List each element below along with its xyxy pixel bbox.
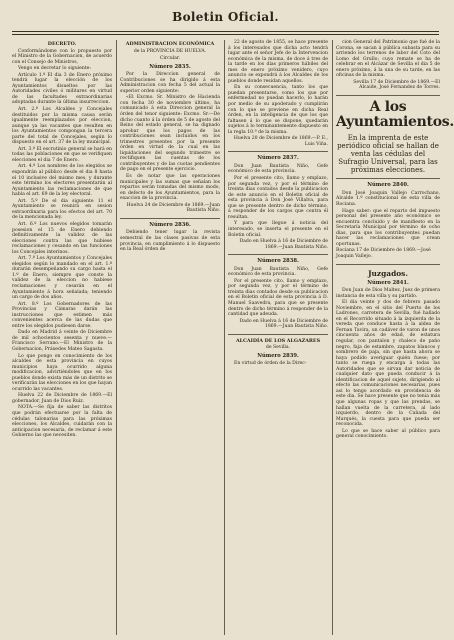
paragraph: Debiendo tener lugar la revista semestral de las clases pasivas de esta provincia, en cumplimiento á lo dispuesto en la Real órden de xyxy=(120,230,220,253)
paragraph: cion General del Patrimonio que fué de la Corona, se sacan á pública subasta para su arriendo los terrenos de labor del Coto del Lomo del Grullo; cuyo remate se ha de celebrar en el Alcázar de Sevilla el dia 5 de enero próximo, á la una de su tarde, en las oficinas de la misma. xyxy=(336,40,440,79)
announcement-heading: A los Ayuntamientos. xyxy=(336,98,454,130)
notice-number: Número 2837. xyxy=(257,155,299,162)
masthead-rule-thin xyxy=(12,34,439,35)
juzgados-heading: Juzgados. xyxy=(368,268,408,278)
paragraph: Es de notar que las operaciones municipales y las sumas que señalan los repartos serán tomadas del mismo modo, en defecto de los Ayuntamientos, para la exaccion de la provincia. xyxy=(120,174,220,202)
paragraph: El dia veinte y dos de febrero pasado Noviembre, en el sitio del Puerto de los Ladrones, carretera de Sevilla, fué hallado en el Recorrido situado á la izquierda de la vereda que conduce hasta á la aldea de Fernan Tavira, un cadáver de varon de unos cincuenta años de edad, de estatura regular, con pantalon y chaleco de paño negro, faja de estambre, zapatos blancos y sombrero de paja, sin que hasta ahora se haya podido averiguar quién fuese; por tanto se ruega y encarga á todas las Autoridades que se sirvan dar noticia de cualquier dato que pueda conducir á la identificacion de aquel sujeto, dirigiendo al efecto las comunicaciones necesarias, pues asi lo tengo acordado en providencia de este dia. Se hace presente que no tenía más que algunas ropas y que las prendas, se hallan vuelta de la carretera, al lado izquierdo, dentro de la Cañada del Marqués, la cuesta para que pueda ser reconocida. xyxy=(336,300,440,428)
separator xyxy=(228,151,328,152)
column-3 xyxy=(228,40,328,635)
paragraph: Art. 7.º Los Ayuntamientos y Concejales elegidos según lo mandado en el art. 1.º durarán desempeñando su cargo hasta el 1.º de Enero, siempre que conste la validez de la eleccion no habiese reclamaciones y cesarán en el Ayuntamiento á hora señalada; teniendo un cargo de dos años. xyxy=(12,256,112,301)
separator xyxy=(336,264,440,265)
announcement-text: En la imprenta de este periódico oficial se hallan de venta las cédulas del Sufragio Universal, para las próximas elecciones. xyxy=(337,133,439,175)
paragraph: Hago saber: que el reparto del impuesto personal del presente año económico se encuentra concluido y de manifiesto en la Secretaría Municipal por término de ocho dias, para que los contribuyentes puedan hacer las reclamaciones que crean oportunas. xyxy=(336,208,440,247)
column-1 xyxy=(12,40,112,635)
paragraph: Y para que llegue á noticia del interesado, se inserta el presente en el Boletin oficial. xyxy=(228,221,328,238)
circular-label: Circular. xyxy=(159,56,181,62)
notice-number: Número 2838. xyxy=(257,258,299,265)
paragraph: Art. 3.º El escrutinio general se hará en todas las poblaciones en que se verifiquen elecciones el dia 7 de Enero. xyxy=(12,146,112,163)
section-subheading: de Sevilla. xyxy=(265,345,291,351)
signature: Huelva 24 de Diciembre de 1869.—Juan Bautista Niño. xyxy=(126,202,220,214)
decree-body xyxy=(12,49,112,439)
column-2 xyxy=(120,40,220,635)
paragraph: Art. 5.º De el dia siguiente 11 el Ayuntamiento se reunirá en sesion extraordinaria para los efectos del art. 70 de la mencionada ley. xyxy=(12,198,112,221)
paragraph: En virtud de órden de la Direc- xyxy=(234,361,307,367)
section-subheading: de la PROVINCIA DE HUELVA. xyxy=(133,48,207,54)
notice-number: Número 2835. xyxy=(149,63,191,70)
paragraph: Por la Direccion general de Contribuciones se ha dirigido á esta Administracion con fecha 5 del actual la superior orden siguiente: xyxy=(120,72,220,94)
decree-heading: DECRETO. xyxy=(47,41,77,47)
separator xyxy=(336,95,440,96)
section-heading: ADMINISTRACION ECONÓMICA xyxy=(125,41,215,47)
paragraph: Artículo 1.º El dia 3 de Enero próximo tendrá lugar la elección de los Ayuntamientos disueltos por las Autoridades civiles ó militares en virtud de las facultades extraordinarias adoptadas durante la última insurreccion. xyxy=(12,72,112,106)
paragraph: Lo que pongo en conocimiento de los alcaldes de esta provincia en cuyos municipios haya ocurrido alguna modificacion, advirtiéndoles que en los pueblos donde exista más de un distrito se verificarán las elecciones en los que hayan ocurrido las vacantes. xyxy=(12,353,112,392)
notice-number: Número 2840. xyxy=(367,182,409,189)
paragraph: Lo que se hace saber al público para general conocimiento. xyxy=(336,428,440,440)
paragraph: Don José Joaquin Vallejo Carrochano, Alcalde 1.º constitucional de esta villa de Rociana. xyxy=(336,190,440,208)
paragraph: Vengo en decretar lo siguiente: xyxy=(18,66,91,72)
paragraph: Art. 6.º Los nuevos elegidos tomarán posesion el 15 de Enero debiendo definitivamente la validez de las elecciones contra las que hubiese reclamaciones y cesando en las funciones los Concejales interinos. xyxy=(12,221,112,255)
paragraph: Don Juan Bautista Niño, Gefe económico de esta provincia. xyxy=(228,266,328,278)
paragraph: Conformándome con lo propuesto por el Ministro de la Gobernacion, de acuerdo con el Consejo de Ministros, xyxy=(12,48,112,65)
paragraph: Art. 8.º Los Gobernadores de las Provincias y Cámaras darán las instrucciones que estimen más convenientes acerca de las dudas que entre los elegidos pudiesen darse. xyxy=(12,301,112,329)
paragraph: Dado en Madrid á veinte de Diciembre de mil ochocientos sesenta y nueve.—Francisco Serrano.—El Ministro de la Gobernacion, Práxedes Mateo Sagasta. xyxy=(12,330,112,352)
signature: Dado en Huelva á 16 de Diciembre de 1869.—Juan Bautista Niño. xyxy=(239,318,328,330)
signature: Dado en Huelva á 16 de Diciembre de 1869.—Juan Bautista Niño. xyxy=(239,239,328,250)
separator xyxy=(120,218,220,219)
column-divider xyxy=(116,40,117,635)
paragraph: En su consecuencia, tanto los que puedan presentarse, como los que por enfermedad no puedan hacerlo, lo harán por medio de su apoderado y cumplirán con lo que se previene en dicha Real órden, en la inteligencia de que los que faltasen á lo que se dispone, quedarán sujetos á lo terminantemente dispuesto en la regla 10.ª de la misma. xyxy=(228,85,328,135)
column-divider xyxy=(332,40,333,635)
separator xyxy=(228,254,328,255)
paragraph: NOTA.—Se fija de saber las distritos que podrán efectuarse por la falta de cédulas talonarias para las próximas elecciones, los Alcaldes, cuidarán con la anticipacion necesaria, de reclamar á este Gobierno las que necesiten. xyxy=(12,405,112,439)
separator xyxy=(228,334,328,335)
signature: Huelva 20 de Diciembre de 1869.—P. E., Luis Viña. xyxy=(233,136,328,147)
section-heading: ALCAIDÍA DE LOS ALGAZARES xyxy=(235,337,321,344)
column-4 xyxy=(336,40,454,635)
column-divider xyxy=(224,40,225,635)
notice-number: Número 2839. xyxy=(257,352,299,359)
paragraph: Por el presente cito, llamo y emplazo, por segunda vez, y por el término de treinta dias contados desde la publicacion de este anuncio en el Boletin oficial de esta provincia á Don José Villalva, para que se presente dentro de dicho término, á responder de los cargos que contra él resultan. xyxy=(228,176,328,220)
paragraph: Art. 2.º Los Alcaldes y Concejales destituidos por la misma causa serán igualmente reemplazados por eleccion, aunque ya las vacantes que resulten en los Ayuntamientos compongan la tercera parte del total de Concejales, según lo dispuesto en el art. 37 de la ley municipal. xyxy=(12,107,112,146)
masthead-rule xyxy=(12,31,439,32)
signature: Sevilla 17 de Diciembre de 1869.—El Alcaide, José Fernandez de Torres. xyxy=(353,79,440,91)
separator xyxy=(336,178,440,179)
paragraph: Por el presente cito, llamo y emplazo, por segunda vez, y por el término de treinta dias contados desde su publicacion en el Boletin oficial de esta provincia á D. Manuel Saavedra, para que se presente dentro de dicho término á responder de la cantidad que adeuda. xyxy=(228,278,328,318)
paragraph: Huelva 22 de Diciembre de 1869.—El gobernador, Juan de Dios Ruiz. xyxy=(12,393,112,404)
notice-number: Número 2841. xyxy=(367,279,409,286)
signature: Rociana 17 de Diciembre de 1869.—José Joaquin Vallejo. xyxy=(336,248,431,259)
paragraph: Don Juan Bautista Niño, Gefe económico de esta provincia. xyxy=(228,163,328,175)
paragraph: Art. 4.º Los nombres de los elegidos se expondrán al público desde el dia 8 hasta el 10 inclusive del mismo mes, y durante este término los electores presentarán al Ayuntamiento las reclamaciones de que habla el art. 69 de la ley electoral. xyxy=(12,164,112,198)
paragraph: 22 de agosto de 1855, se hace presente á los interesados que dicha acto tendrá lugar ante el señor Jefe de la Intervencion económica de la misma, de doce á tres de la tarde en los dias primeros hábiles del mes de enero próximo venidero, cuyo anuncio se expondrá á los Alcaldes de los pueblos donde residan aquellos. xyxy=(228,40,328,84)
paragraph: Don Juan de Dios Maltez, Juez de primera instancia de esta villa y su partido. xyxy=(336,288,440,299)
paragraph: «El Excmo. Sr. Ministro de Hacienda con fecha 30 de noviembre último, ha comunicado á esta Direccion general la órden del tenor siguiente: Excmo. Sr.—De dicho cuanto á la órden de 5 de agosto del Reino del estado general, se ha dignado aprobar que los pagos de las contribuciones sean incluidos en los trimestres presentes por la presente órden en virtud de la cual en las liquidaciones del segundo trimestre se rectifiquen las cuentas de los contribuyentes y de las cuotas pendientes de pago en el presente ejercicio. xyxy=(120,95,220,173)
notice-number: Número 2836. xyxy=(149,221,191,228)
masthead-title: Boletin Oficial. xyxy=(172,10,279,24)
